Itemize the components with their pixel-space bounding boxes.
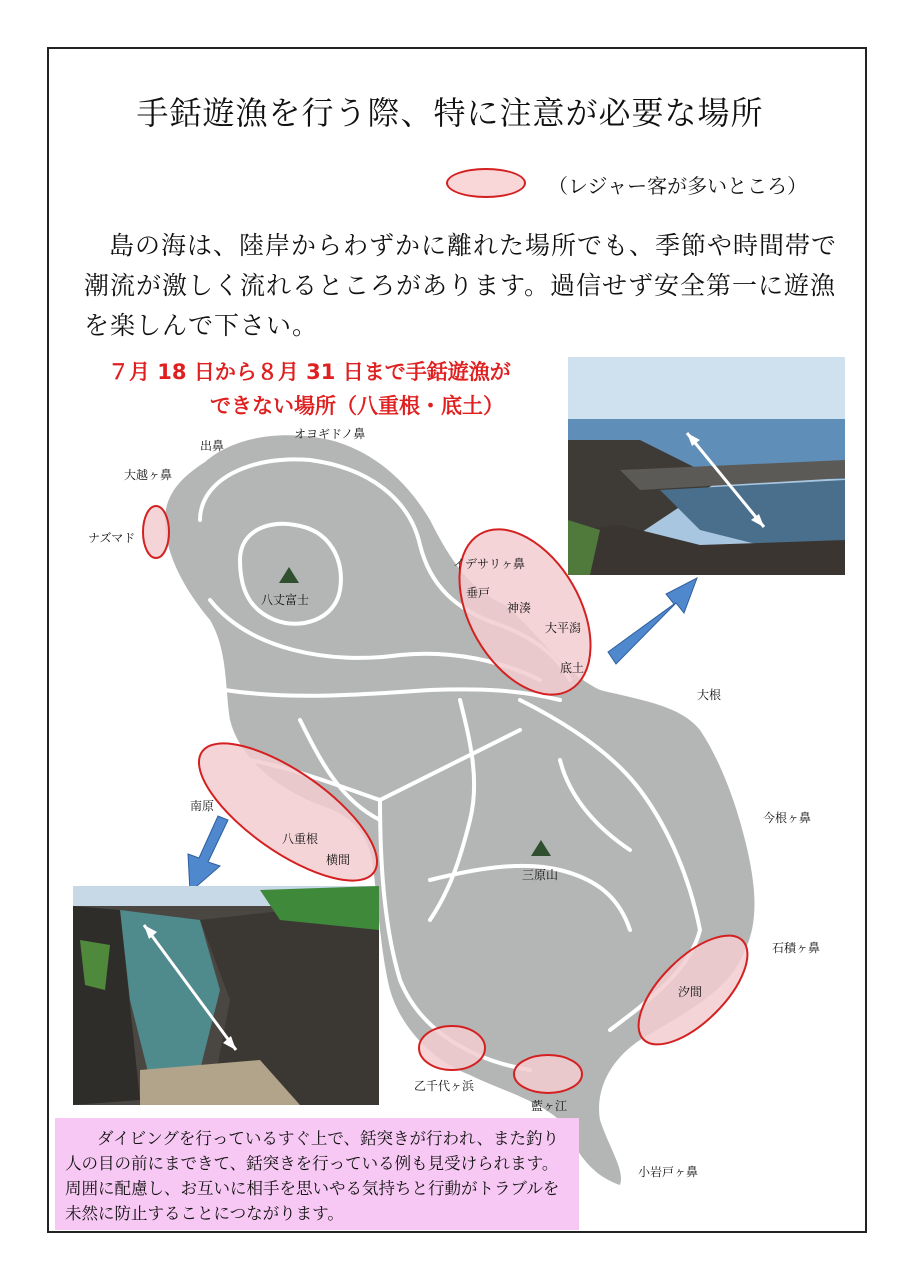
place-label: 南原 bbox=[190, 799, 215, 813]
place-label: 大越ヶ鼻 bbox=[124, 468, 173, 482]
place-label: 小岩戸ヶ鼻 bbox=[638, 1165, 699, 1179]
place-label: イデサリヶ鼻 bbox=[453, 557, 526, 571]
photo-yaene-cove bbox=[73, 886, 379, 1105]
place-label: 底土 bbox=[560, 661, 585, 675]
courtesy-note-text: ダイビングを行っているすぐ上で、銛突きが行われ、また釣り人の目の前にまできて、銛突きを行っている例も見受けられます。周囲に配慮し、お互いに相手を思いやる気持ちと行動がトラブルを未然に防止することにつながります。 bbox=[65, 1129, 560, 1223]
place-label: 神湊 bbox=[507, 601, 532, 615]
place-label: 横間 bbox=[326, 853, 351, 867]
place-label: 汐間 bbox=[678, 985, 703, 999]
place-label: 今根ヶ鼻 bbox=[763, 811, 812, 825]
zone-aigae bbox=[514, 1055, 582, 1093]
place-label: 石積ヶ鼻 bbox=[772, 941, 821, 955]
peak-label: 三原山 bbox=[522, 868, 559, 882]
photo-arrow-icon bbox=[608, 578, 697, 664]
legend-label: （レジャー客が多いところ） bbox=[548, 174, 808, 198]
photo-arrow-icon bbox=[188, 816, 228, 892]
restriction-line-1: ７月 18 日から８月 31 日まで手銛遊漁が bbox=[108, 360, 511, 384]
zone-otochiyo bbox=[419, 1026, 485, 1070]
zone-nazumado bbox=[143, 506, 169, 558]
intro-text: 島の海は、陸岸からわずかに離れた場所でも、季節や時間帯で潮流が激しく流れるところがあります。過信せず安全第一に遊漁を楽しんで下さい。 bbox=[84, 231, 838, 340]
place-label: 乙千代ヶ浜 bbox=[414, 1079, 475, 1093]
peak-label: 八丈富士 bbox=[261, 593, 310, 607]
page-title: 手銛遊漁を行う際、特に注意が必要な場所 bbox=[136, 94, 764, 132]
place-label: 出鼻 bbox=[200, 439, 225, 453]
place-label: 垂戸 bbox=[466, 586, 491, 600]
place-label: ナズマド bbox=[88, 531, 136, 545]
place-label: 藍ヶ江 bbox=[531, 1099, 568, 1113]
place-label: 八重根 bbox=[282, 832, 319, 846]
place-label: オヨギドノ鼻 bbox=[294, 427, 366, 441]
place-label: 大根 bbox=[697, 688, 722, 702]
place-label: 大平潟 bbox=[545, 621, 582, 635]
courtesy-note-box bbox=[55, 1118, 579, 1230]
restriction-line-2: できない場所（八重根・底土） bbox=[210, 394, 504, 418]
photo-sokodo-harbor bbox=[568, 357, 845, 575]
